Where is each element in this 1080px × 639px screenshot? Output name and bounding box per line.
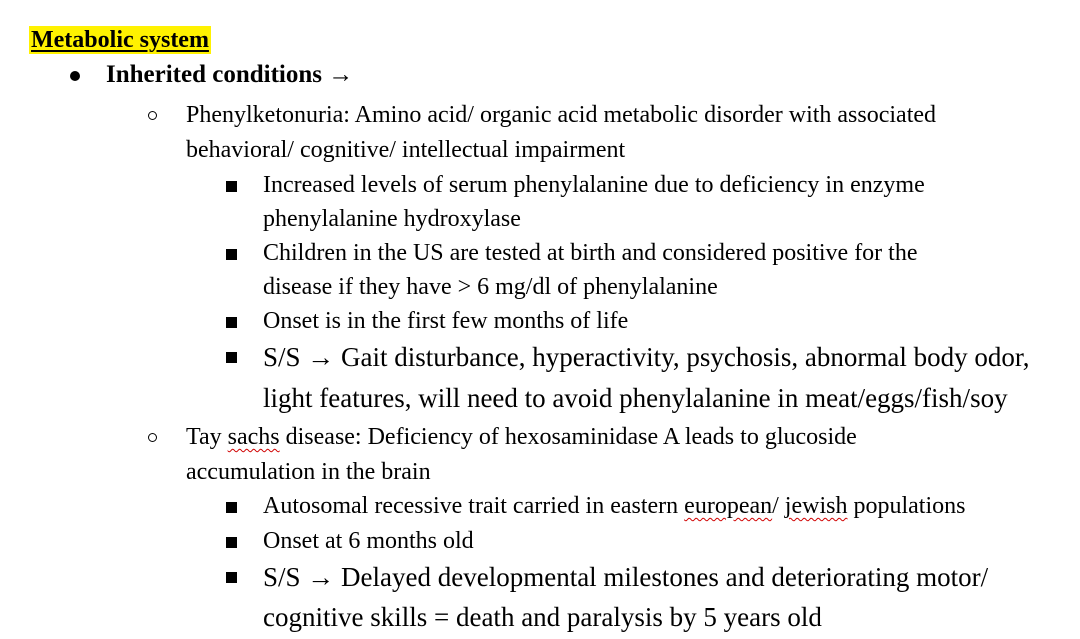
tay-bullet-2-line-1: Onset at 6 months old xyxy=(263,528,474,554)
square-bullet-icon xyxy=(226,537,237,548)
level1-item: Inherited conditions → xyxy=(106,61,354,88)
tay-bullet-1-line-1 xyxy=(263,491,965,521)
square-bullet-icon xyxy=(226,352,237,363)
pku-bullet-1-line-2: phenylalanine hydroxylase xyxy=(263,206,521,232)
tay-bullet-1-pre: Autosomal recessive trait carried in eastern xyxy=(263,493,685,519)
pku-bullet-1-line-1: Increased levels of serum phenylalanine due to deficiency in enzyme xyxy=(263,172,925,198)
tay-line-1-post: disease: Deficiency of hexosaminidase A leads to glucoside xyxy=(279,424,857,450)
pku-bullet-2-line-2: disease if they have > 6 mg/dl of phenylalanine xyxy=(263,274,718,300)
spelling-error-word: sachs xyxy=(227,424,280,450)
tay-bullet-3-line-1: S/S → Delayed developmental milestones and deteriorating motor/ xyxy=(263,562,989,592)
square-bullet-icon xyxy=(226,249,237,260)
square-bullet-icon xyxy=(226,502,237,513)
tay-bullet-3-line-2: cognitive skills = death and paralysis by 5 years old xyxy=(263,602,822,632)
square-bullet-icon xyxy=(226,181,237,192)
pku-line-2: behavioral/ cognitive/ intellectual impairment xyxy=(186,137,626,163)
spelling-error-word: jewish xyxy=(784,493,848,519)
tay-line-1 xyxy=(186,422,857,452)
disc-bullet-icon xyxy=(70,71,80,81)
pku-bullet-3-line-1: Onset is in the first few months of life xyxy=(263,308,629,334)
square-bullet-icon xyxy=(226,317,237,328)
spelling-error-word: european xyxy=(684,493,773,519)
square-bullet-icon xyxy=(226,572,237,583)
section-heading: Metabolic system xyxy=(31,27,209,53)
tay-line-1-pre: Tay xyxy=(186,424,228,450)
tay-bullet-1-mid: / xyxy=(772,493,785,519)
pku-line-1: Phenylketonuria: Amino acid/ organic acid metabolic disorder with associated xyxy=(186,102,937,128)
pku-bullet-4-line-2: light features, will need to avoid phenylalanine in meat/eggs/fish/soy xyxy=(263,383,1008,413)
tay-line-2: accumulation in the brain xyxy=(186,459,431,485)
pku-bullet-4-line-1: S/S → Gait disturbance, hyperactivity, psychosis, abnormal body odor, xyxy=(263,342,1030,372)
circle-bullet-icon xyxy=(148,111,157,120)
circle-bullet-icon xyxy=(148,433,157,442)
pku-bullet-2-line-1: Children in the US are tested at birth and considered positive for the xyxy=(263,240,918,266)
tay-bullet-1-post: populations xyxy=(847,493,966,519)
